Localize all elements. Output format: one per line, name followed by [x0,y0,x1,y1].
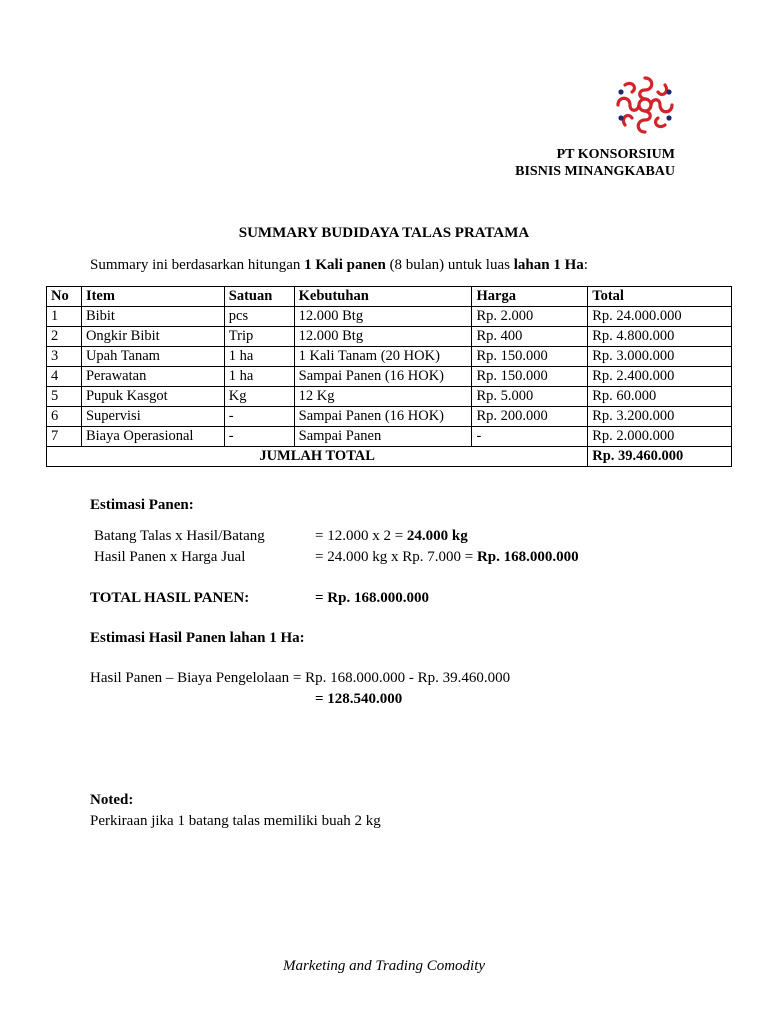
cell-kebutuhan: 12.000 Btg [294,327,472,347]
cell-total: Rp. 24.000.000 [588,307,732,327]
cell-harga: Rp. 2.000 [472,307,588,327]
intro-suffix: : [583,257,588,273]
cell-harga: Rp. 150.000 [472,347,588,367]
cell-harga: Rp. 400 [472,327,588,347]
cell-kebutuhan: Sampai Panen [294,427,472,447]
cell-satuan: 1 ha [224,347,294,367]
total-hasil-label: TOTAL HASIL PANEN: [90,590,250,606]
estimasi-line1-label: Batang Talas x Hasil/Batang [94,528,265,544]
header-kebutuhan: Kebutuhan [294,287,472,307]
total-value: Rp. 39.460.000 [588,447,732,467]
estimasi-lahan-line1: Hasil Panen – Biaya Pengelolaan = Rp. 168.000.000 - Rp. 39.460.000 [90,670,511,686]
cell-item: Biaya Operasional [81,427,224,447]
cell-no: 2 [47,327,82,347]
cell-item: Pupuk Kasgot [81,387,224,407]
estimasi-line1-value [315,526,468,546]
estimasi-line2-expr: = 24.000 kg x Rp. 7.000 = [315,549,477,565]
table-row [47,407,732,427]
cell-total: Rp. 60.000 [588,387,732,407]
footer-tagline: Marketing and Trading Comodity [282,958,486,974]
cell-item: Bibit [81,307,224,327]
intro-middle: (8 bulan) untuk luas [385,257,514,273]
cell-satuan: Trip [224,327,294,347]
cell-item: Perawatan [81,367,224,387]
header-no: No [47,287,82,307]
intro-prefix: Summary ini berdasarkan hitungan [90,257,305,273]
cell-no: 4 [47,367,82,387]
estimasi-line2-result: Rp. 168.000.000 [476,549,579,565]
header-total: Total [588,287,732,307]
estimasi-line1-result: 24.000 kg [406,528,468,544]
header-satuan: Satuan [224,287,294,307]
cell-total: Rp. 3.000.000 [588,347,732,367]
cell-kebutuhan: 12.000 Btg [294,307,472,327]
table-row [47,367,732,387]
company-name [515,146,675,180]
cell-kebutuhan: 12 Kg [294,387,472,407]
cell-total: Rp. 2.400.000 [588,367,732,387]
table-total-row [47,447,732,467]
header-item: Item [81,287,224,307]
cell-satuan: Kg [224,387,294,407]
intro-paragraph [90,255,588,275]
cell-kebutuhan: Sampai Panen (16 HOK) [294,407,472,427]
estimasi-lahan-line2: = 128.540.000 [315,691,403,707]
table-row [47,427,732,447]
cell-item: Upah Tanam [81,347,224,367]
cell-no: 5 [47,387,82,407]
cell-harga: Rp. 200.000 [472,407,588,427]
table-row [47,347,732,367]
document-title: SUMMARY BUDIDAYA TALAS PRATAMA [238,225,530,241]
cell-total: Rp. 2.000.000 [588,427,732,447]
noted-text: Perkiraan jika 1 batang talas memiliki buah 2 kg [90,813,381,829]
intro-bold-panen: 1 Kali panen [304,257,386,273]
cell-satuan: 1 ha [224,367,294,387]
estimasi-line2-label: Hasil Panen x Harga Jual [94,549,246,565]
estimasi-heading: Estimasi Panen: [90,497,194,513]
cell-kebutuhan: Sampai Panen (16 HOK) [294,367,472,387]
cell-harga: - [472,427,588,447]
noted-heading: Noted: [90,792,134,808]
company-name-line2: BISNIS MINANGKABAU [515,164,675,179]
table-row [47,387,732,407]
cell-kebutuhan: 1 Kali Tanam (20 HOK) [294,347,472,367]
cell-item: Supervisi [81,407,224,427]
total-hasil-value: = Rp. 168.000.000 [315,590,429,606]
company-logo-icon [610,70,680,140]
cell-no: 7 [47,427,82,447]
cell-no: 1 [47,307,82,327]
estimasi-lahan-heading: Estimasi Hasil Panen lahan 1 Ha: [90,630,305,646]
header-harga: Harga [472,287,588,307]
cell-satuan: - [224,407,294,427]
cell-total: Rp. 4.800.000 [588,327,732,347]
estimasi-line1-expr: = 12.000 x 2 = [315,528,407,544]
table-row [47,327,732,347]
cell-harga: Rp. 150.000 [472,367,588,387]
cell-harga: Rp. 5.000 [472,387,588,407]
cell-total: Rp. 3.200.000 [588,407,732,427]
intro-bold-lahan: lahan 1 Ha [513,257,584,273]
estimasi-line2-value [315,547,579,567]
total-label: JUMLAH TOTAL [47,447,588,467]
cost-table [46,286,732,467]
cell-no: 6 [47,407,82,427]
table-row [47,307,732,327]
cell-no: 3 [47,347,82,367]
table-header-row [47,287,732,307]
cell-item: Ongkir Bibit [81,327,224,347]
cell-satuan: pcs [224,307,294,327]
cell-satuan: - [224,427,294,447]
company-name-line1: PT KONSORSIUM [556,147,675,162]
